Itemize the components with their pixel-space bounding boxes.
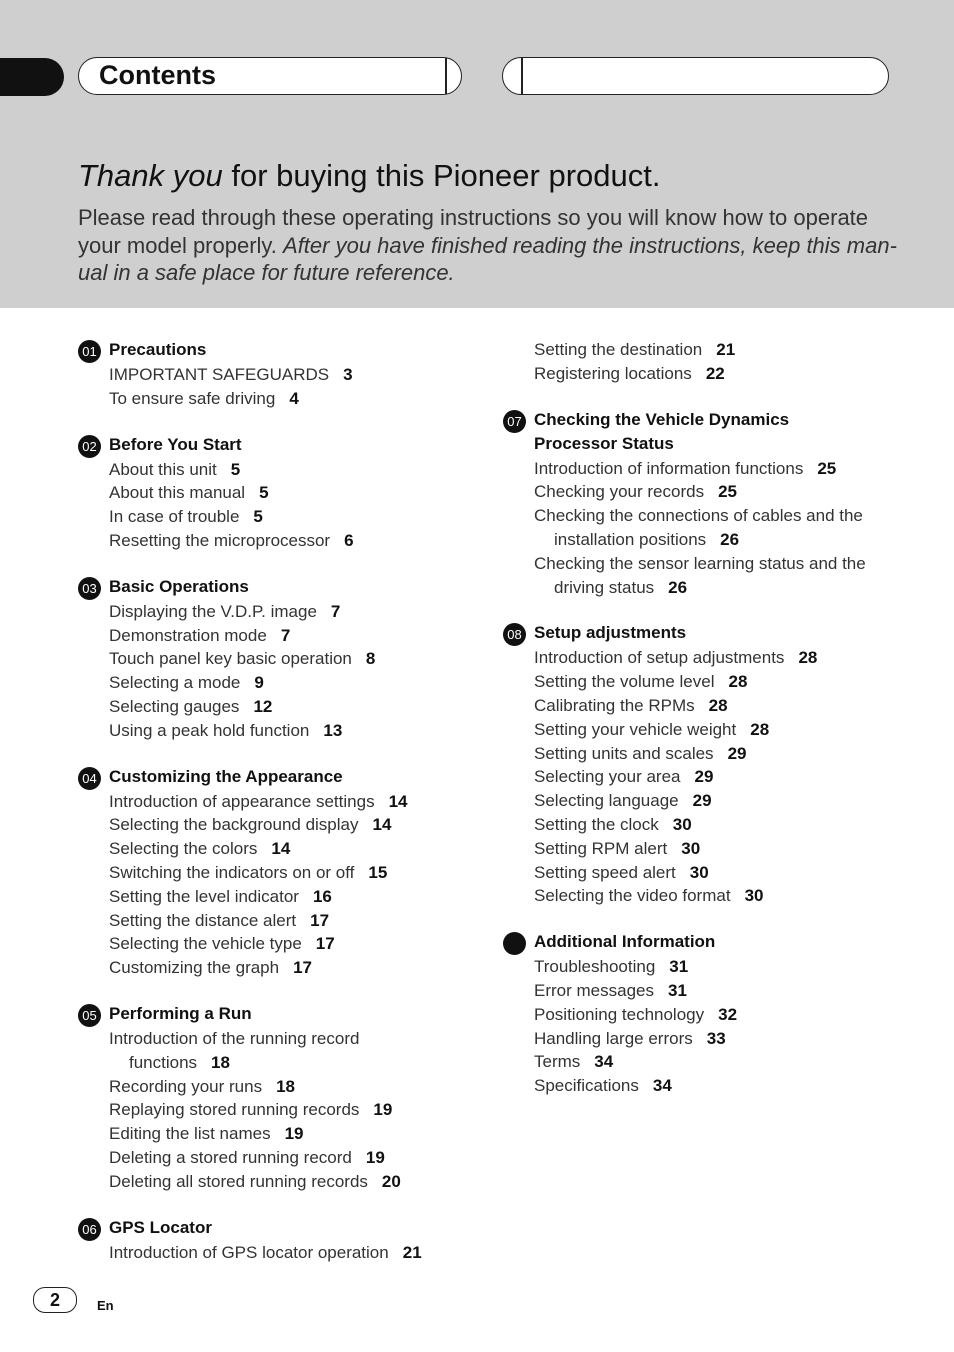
toc-entry[interactable] <box>78 1122 468 1146</box>
entry-page-number: 30 <box>744 886 764 906</box>
entry-page-number: 17 <box>310 910 330 930</box>
entry-text: Selecting your area <box>534 767 681 787</box>
toc-entry[interactable] <box>503 979 903 1003</box>
entry-text: Handling large errors <box>534 1028 693 1048</box>
entry-page-number: 17 <box>293 958 313 978</box>
toc-entry[interactable] <box>503 457 903 481</box>
entry-page-number: 26 <box>720 529 740 549</box>
toc-entry[interactable] <box>503 338 903 362</box>
entry-text: Introduction of information functions <box>534 458 804 478</box>
section-tab-marker <box>0 58 64 96</box>
toc-section <box>503 408 903 600</box>
entry-text: Specifications <box>534 1076 639 1096</box>
toc-section <box>78 1216 468 1265</box>
toc-right-column <box>503 338 903 1120</box>
toc-entry[interactable] <box>503 646 903 670</box>
toc-entry[interactable] <box>78 481 468 505</box>
section-title: Precautions <box>109 340 207 359</box>
entry-page-number: 29 <box>692 791 712 811</box>
entry-page-number: 28 <box>708 695 728 715</box>
entry-text: Selecting the vehicle type <box>109 934 302 954</box>
entry-text: Troubleshooting <box>534 957 656 977</box>
entry-page-number: 29 <box>694 767 714 787</box>
toc-entry[interactable] <box>78 624 468 648</box>
page-headline <box>78 158 660 194</box>
section-heading[interactable] <box>78 765 468 789</box>
toc-entry[interactable] <box>78 1241 468 1265</box>
entry-text: To ensure safe driving <box>109 388 276 408</box>
entry-page-number: 25 <box>817 458 837 478</box>
entry-page-number: 28 <box>798 648 818 668</box>
section-number-badge: 08 <box>503 623 526 646</box>
section-title: Customizing the Appearance <box>109 766 343 786</box>
entry-text: Positioning technology <box>534 1004 705 1024</box>
toc-entry[interactable] <box>78 671 468 695</box>
section-title: Checking the Vehicle Dynamics <box>534 409 790 429</box>
section-bullet-icon <box>503 932 526 955</box>
entry-text: Error messages <box>534 980 654 1000</box>
entry-text: Setting the distance alert <box>109 910 297 930</box>
toc-section <box>503 338 903 386</box>
toc-section <box>78 765 468 980</box>
toc-entry[interactable] <box>78 719 468 743</box>
entry-page-number: 31 <box>669 957 689 977</box>
entry-text: Selecting the background display <box>109 815 359 835</box>
toc-entry[interactable] <box>78 1027 468 1075</box>
toc-entry[interactable] <box>503 504 903 552</box>
entry-page-number: 5 <box>259 483 269 503</box>
toc-entry[interactable] <box>78 387 468 411</box>
intro-plain: Please read through these operating instructions so you will know how to operate your model properly. <box>78 205 869 258</box>
toc-entry[interactable] <box>503 552 903 600</box>
entry-text: Selecting language <box>534 791 679 811</box>
entry-text: Introduction of GPS locator operation <box>109 1242 389 1262</box>
toc-entry[interactable] <box>503 884 903 908</box>
entry-page-number: 18 <box>211 1052 230 1072</box>
headline-italic: Thank you <box>78 158 223 193</box>
toc-section <box>78 1002 468 1194</box>
section-number-badge: 06 <box>78 1218 101 1241</box>
entry-text: Resetting the microprocessor <box>109 530 331 550</box>
entry-page-number: 32 <box>718 1004 738 1024</box>
entry-page-number: 19 <box>373 1100 393 1120</box>
toc-entry[interactable] <box>78 458 468 482</box>
entry-page-number: 30 <box>681 838 701 858</box>
entry-text: Introduction of setup adjustments <box>534 648 785 668</box>
entry-page-number: 34 <box>652 1076 672 1096</box>
toc-entry[interactable] <box>503 765 903 789</box>
entry-text: Setting the level indicator <box>109 886 299 906</box>
entry-page-number: 22 <box>705 363 725 383</box>
entry-text: Deleting a stored running record <box>109 1147 352 1167</box>
toc-entry[interactable] <box>503 742 903 766</box>
entry-text: Setting the volume level <box>534 672 715 692</box>
intro-paragraph <box>78 204 898 287</box>
entry-page-number: 12 <box>253 696 273 716</box>
toc-entry[interactable] <box>503 861 903 885</box>
toc-entry[interactable] <box>78 1075 468 1099</box>
toc-entry[interactable] <box>503 480 903 504</box>
toc-entry[interactable] <box>78 695 468 719</box>
entry-text: Setting units and scales <box>534 743 714 763</box>
entry-text: Selecting gauges <box>109 696 240 716</box>
entry-text: About this unit <box>109 459 217 479</box>
entry-text: Selecting a mode <box>109 673 241 693</box>
section-heading[interactable] <box>503 621 903 645</box>
entry-text: Checking your records <box>534 482 705 502</box>
toc-entry[interactable] <box>78 790 468 814</box>
entry-page-number: 9 <box>254 673 264 693</box>
toc-entry[interactable] <box>78 529 468 553</box>
toc-entry[interactable] <box>503 837 903 861</box>
entry-text: Replaying stored running records <box>109 1100 360 1120</box>
section-title: Additional Information <box>534 932 716 952</box>
entry-text: About this manual <box>109 483 246 503</box>
toc-entry[interactable] <box>78 600 468 624</box>
toc-section <box>503 930 903 1098</box>
toc-entry[interactable] <box>503 1050 903 1074</box>
entry-page-number: 30 <box>689 862 709 882</box>
toc-entry[interactable] <box>503 955 903 979</box>
entry-page-number: 29 <box>727 743 747 763</box>
toc-entry[interactable] <box>503 670 903 694</box>
section-number-badge: 01 <box>78 340 101 363</box>
entry-page-number: 28 <box>728 672 748 692</box>
entry-page-number: 14 <box>372 815 392 835</box>
entry-page-number: 13 <box>323 720 343 740</box>
toc-entry[interactable] <box>78 885 468 909</box>
entry-page-number: 28 <box>750 719 770 739</box>
toc-entry[interactable] <box>78 363 468 387</box>
section-title-line2: Processor Status <box>534 433 674 453</box>
entry-text: Setting speed alert <box>534 862 676 882</box>
section-heading[interactable] <box>78 338 468 362</box>
entry-text: IMPORTANT SAFEGUARDS <box>109 365 330 384</box>
entry-page-number: 14 <box>388 791 408 811</box>
section-title: Performing a Run <box>109 1003 252 1023</box>
toc-section <box>78 575 468 743</box>
entry-text-continued: installation positions <box>554 529 707 549</box>
entry-page-number: 25 <box>718 482 737 502</box>
toc-entry[interactable] <box>78 956 468 980</box>
toc-entry[interactable] <box>78 647 468 671</box>
section-title: Basic Operations <box>109 576 249 596</box>
entry-page-number: 31 <box>667 980 687 1000</box>
headline-text: for buying this Pioneer product. <box>222 158 661 193</box>
contents-title: Contents <box>99 60 216 90</box>
section-heading[interactable] <box>503 408 903 456</box>
toc-entry[interactable] <box>503 362 903 386</box>
toc-entry[interactable] <box>503 694 903 718</box>
entry-page-number: 5 <box>230 459 241 479</box>
header-box-divider <box>521 58 523 94</box>
toc-section <box>78 433 468 553</box>
toc-entry[interactable] <box>78 932 468 956</box>
toc-entry[interactable] <box>78 1098 468 1122</box>
language-label: En <box>97 1298 114 1313</box>
toc-entry[interactable] <box>503 789 903 813</box>
section-title: Setup adjustments <box>534 623 687 643</box>
section-number-badge: 03 <box>78 577 101 600</box>
section-heading[interactable] <box>78 575 468 599</box>
entry-page-number: 7 <box>280 625 291 645</box>
entry-text: Setting the destination <box>534 340 703 359</box>
toc-entry[interactable] <box>78 1170 468 1194</box>
entry-page-number: 21 <box>716 340 736 359</box>
entry-page-number: 34 <box>594 1052 614 1072</box>
entry-text: Introduction of the running record <box>109 1028 360 1048</box>
entry-page-number: 8 <box>365 649 376 669</box>
entry-text: Editing the list names <box>109 1124 271 1144</box>
section-title: GPS Locator <box>109 1217 212 1237</box>
toc-entry[interactable] <box>78 909 468 933</box>
entry-text: Selecting the colors <box>109 839 258 859</box>
entry-text: Calibrating the RPMs <box>534 695 695 715</box>
entry-text: Using a peak hold function <box>109 720 310 740</box>
entry-page-number: 7 <box>330 601 341 621</box>
entry-text: Registering locations <box>534 363 692 383</box>
entry-continuation <box>534 528 903 552</box>
entry-page-number: 19 <box>284 1124 304 1144</box>
entry-text: Displaying the V.D.P. image <box>109 601 317 621</box>
entry-text: Setting RPM alert <box>534 838 668 858</box>
section-title: Before You Start <box>109 434 242 454</box>
entry-page-number: 15 <box>368 862 388 882</box>
entry-page-number: 33 <box>706 1028 726 1048</box>
toc-entry[interactable] <box>503 718 903 742</box>
entry-page-number: 30 <box>672 814 692 834</box>
toc-entry[interactable] <box>503 1074 903 1098</box>
entry-text: Terms <box>534 1052 581 1072</box>
section-heading[interactable] <box>503 930 903 954</box>
entry-text: Checking the connections of cables and the <box>534 506 863 526</box>
entry-text: Switching the indicators on or off <box>109 862 355 882</box>
section-heading[interactable] <box>78 433 468 457</box>
entry-page-number: 26 <box>668 577 688 597</box>
entry-text: Setting the clock <box>534 814 659 834</box>
toc-entry[interactable] <box>78 505 468 529</box>
entry-text-continued: functions <box>129 1052 198 1072</box>
entry-page-number: 14 <box>271 839 291 859</box>
entry-text: Setting your vehicle weight <box>534 719 737 739</box>
entry-page-number: 19 <box>365 1147 385 1167</box>
entry-page-number: 21 <box>402 1242 422 1262</box>
entry-page-number: 5 <box>253 507 263 527</box>
entry-page-number: 4 <box>289 388 299 408</box>
entry-text: Introduction of appearance settings <box>109 791 375 811</box>
entry-continuation <box>109 1051 468 1075</box>
section-number-badge: 02 <box>78 435 101 458</box>
entry-continuation <box>534 576 903 600</box>
entry-text: Touch panel key basic operation <box>109 649 352 669</box>
toc-entry[interactable] <box>503 813 903 837</box>
entry-text: In case of trouble <box>109 507 240 527</box>
section-number-badge: 07 <box>503 410 526 433</box>
section-heading[interactable] <box>78 1216 468 1240</box>
toc-entry[interactable] <box>78 861 468 885</box>
entry-text: Customizing the graph <box>109 958 280 978</box>
toc-entry[interactable] <box>503 1003 903 1027</box>
section-number-badge: 05 <box>78 1004 101 1027</box>
entry-page-number: 6 <box>344 530 354 550</box>
entry-page-number: 20 <box>381 1171 401 1191</box>
toc-entry[interactable] <box>78 813 468 837</box>
entry-page-number: 16 <box>312 886 332 906</box>
toc-entry[interactable] <box>503 1027 903 1051</box>
page-number: 2 <box>33 1287 77 1313</box>
section-heading[interactable] <box>78 1002 468 1026</box>
section-number-badge: 04 <box>78 767 101 790</box>
entry-text: Deleting all stored running records <box>109 1171 368 1191</box>
entry-text: Selecting the video format <box>534 886 731 906</box>
empty-header-box <box>502 57 889 95</box>
entry-page-number: 3 <box>343 365 353 384</box>
entry-text-continued: driving status <box>554 577 655 597</box>
toc-left-column <box>78 338 468 1286</box>
toc-section <box>78 338 468 411</box>
toc-entry[interactable] <box>78 837 468 861</box>
entry-page-number: 17 <box>315 934 335 954</box>
intro-italic: After you have finished reading the instructions, keep this manual in a safe place for future reference. <box>78 232 897 285</box>
toc-entry[interactable] <box>78 1146 468 1170</box>
title-box-divider <box>445 58 447 94</box>
entry-text: Checking the sensor learning status and the <box>534 553 866 573</box>
contents-title-box <box>78 57 462 95</box>
entry-text: Recording your runs <box>109 1076 263 1096</box>
toc-section <box>503 621 903 908</box>
entry-text: Demonstration mode <box>109 625 267 645</box>
entry-page-number: 18 <box>276 1076 295 1096</box>
